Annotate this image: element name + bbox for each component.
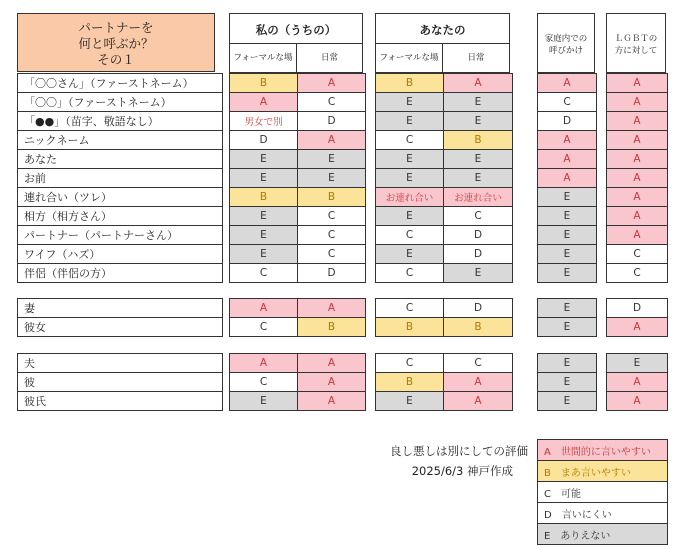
header-home-line-1: 家庭内での bbox=[544, 34, 588, 44]
row-label: 「●●」（苗字、敬語なし） bbox=[18, 112, 223, 131]
grade-cell: A bbox=[298, 373, 366, 392]
row-label: お前 bbox=[18, 169, 223, 188]
table-row bbox=[18, 392, 223, 411]
grade-cell: A bbox=[607, 188, 668, 207]
table-row bbox=[230, 264, 366, 283]
group-2-col-1 bbox=[229, 298, 366, 337]
group-1-col-3 bbox=[537, 73, 597, 283]
header-mine-formal: フォーマルな場 bbox=[229, 43, 297, 73]
group-1-col-1 bbox=[229, 73, 366, 283]
grade-cell: D bbox=[444, 299, 513, 318]
table-row bbox=[607, 354, 668, 373]
header-yours-label: あなたの bbox=[419, 23, 466, 37]
table-row bbox=[538, 74, 597, 93]
grade-cell: C bbox=[298, 226, 366, 245]
grade-cell: C bbox=[538, 93, 597, 112]
grade-cell: E bbox=[444, 264, 513, 283]
row-label: 彼 bbox=[18, 373, 223, 392]
table-row bbox=[18, 264, 223, 283]
legend bbox=[537, 439, 668, 545]
table-row bbox=[376, 264, 513, 283]
table-row bbox=[376, 74, 513, 93]
table-row bbox=[376, 354, 513, 373]
grade-cell: E bbox=[538, 245, 597, 264]
legend-e: E ありえない bbox=[538, 524, 668, 545]
grade-cell: E bbox=[538, 207, 597, 226]
grade-cell: E bbox=[376, 112, 444, 131]
group-3-col-2 bbox=[375, 353, 513, 411]
table-row bbox=[607, 318, 668, 337]
table-row bbox=[18, 169, 223, 188]
table-row bbox=[18, 226, 223, 245]
table-row bbox=[538, 131, 597, 150]
row-label: 「〇〇」（ファーストネーム） bbox=[18, 93, 223, 112]
table-row bbox=[607, 264, 668, 283]
grade-cell: E bbox=[538, 226, 597, 245]
table-row bbox=[376, 373, 513, 392]
table-row bbox=[230, 392, 366, 411]
grade-cell: C bbox=[376, 264, 444, 283]
grade-cell: A bbox=[298, 299, 366, 318]
grade-cell: C bbox=[230, 318, 298, 337]
grade-cell: B bbox=[444, 131, 513, 150]
grade-cell: A bbox=[538, 150, 597, 169]
table-row bbox=[230, 318, 366, 337]
grade-cell: A bbox=[230, 299, 298, 318]
grade-cell: E bbox=[230, 392, 298, 411]
table-row bbox=[376, 188, 513, 207]
grade-cell: A bbox=[230, 93, 298, 112]
table-row bbox=[230, 169, 366, 188]
table-row bbox=[376, 112, 513, 131]
grade-cell: B bbox=[444, 318, 513, 337]
row-label: 相方（相方さん） bbox=[18, 207, 223, 226]
grade-cell: A bbox=[444, 74, 513, 93]
grade-cell: D bbox=[538, 112, 597, 131]
grade-cell: A bbox=[298, 131, 366, 150]
table-row bbox=[538, 112, 597, 131]
table-row bbox=[230, 150, 366, 169]
grade-cell: E bbox=[298, 150, 366, 169]
table-row bbox=[376, 131, 513, 150]
grade-cell: D bbox=[298, 112, 366, 131]
group-3-col-4 bbox=[606, 353, 668, 411]
grade-cell: E bbox=[538, 299, 597, 318]
title-line-1: パートナーを bbox=[78, 20, 154, 35]
grade-cell: C bbox=[607, 245, 668, 264]
grade-cell: A bbox=[607, 392, 668, 411]
grade-cell: B bbox=[230, 188, 298, 207]
grade-cell: B bbox=[230, 74, 298, 93]
table-row bbox=[376, 226, 513, 245]
author-date: 2025/6/3 神戸作成 bbox=[411, 464, 513, 478]
grade-cell: C bbox=[230, 264, 298, 283]
title-line-3: その１ bbox=[97, 52, 135, 67]
legend-a: A 世間的に言いやすい bbox=[538, 440, 668, 461]
grade-cell: E bbox=[538, 354, 597, 373]
legend-b: B まあ言いやすい bbox=[538, 461, 668, 482]
table-row bbox=[538, 150, 597, 169]
table-row bbox=[230, 131, 366, 150]
grade-cell: E bbox=[538, 188, 597, 207]
header-lgbt-line-1: ＬＧＢＴの bbox=[614, 34, 658, 44]
legend-d: D 言いにくい bbox=[538, 503, 668, 524]
grade-cell: B bbox=[298, 318, 366, 337]
table-row bbox=[376, 299, 513, 318]
table-row bbox=[607, 299, 668, 318]
grade-cell: E bbox=[376, 392, 444, 411]
table-row bbox=[230, 112, 366, 131]
table-row bbox=[538, 245, 597, 264]
table-row bbox=[18, 93, 223, 112]
table-row bbox=[607, 373, 668, 392]
table-row bbox=[18, 207, 223, 226]
row-label: 連れ合い（ツレ） bbox=[18, 188, 223, 207]
grade-cell: C bbox=[376, 354, 444, 373]
table-row bbox=[607, 169, 668, 188]
group-1-col-4 bbox=[606, 73, 668, 283]
table-row bbox=[538, 318, 597, 337]
table-row bbox=[230, 226, 366, 245]
grade-cell: D bbox=[444, 226, 513, 245]
legend-row bbox=[538, 461, 668, 482]
header-home bbox=[537, 13, 595, 73]
group-2-col-4 bbox=[606, 298, 668, 337]
grade-cell: C bbox=[444, 207, 513, 226]
table-row bbox=[18, 354, 223, 373]
table-row bbox=[607, 112, 668, 131]
table-row bbox=[607, 392, 668, 411]
table-row bbox=[18, 299, 223, 318]
row-label: 伴侶（伴侶の方） bbox=[18, 264, 223, 283]
grade-cell: E bbox=[376, 93, 444, 112]
table-row bbox=[230, 245, 366, 264]
grade-cell: C bbox=[444, 354, 513, 373]
grade-cell: A bbox=[607, 93, 668, 112]
table-row bbox=[18, 131, 223, 150]
row-label: 妻 bbox=[18, 299, 223, 318]
legend-c: C 可能 bbox=[538, 482, 668, 503]
grade-cell: A bbox=[298, 74, 366, 93]
grade-cell: C bbox=[298, 245, 366, 264]
table-row bbox=[538, 169, 597, 188]
grade-cell: 男女で別 bbox=[230, 112, 298, 131]
grade-cell: E bbox=[607, 354, 668, 373]
table-row bbox=[538, 207, 597, 226]
grade-cell: A bbox=[298, 354, 366, 373]
grade-cell: D bbox=[298, 264, 366, 283]
grade-cell: A bbox=[444, 373, 513, 392]
grade-cell: B bbox=[376, 373, 444, 392]
group-1-col-0 bbox=[17, 73, 223, 283]
table-row bbox=[607, 188, 668, 207]
grade-cell: E bbox=[298, 169, 366, 188]
table-row bbox=[376, 318, 513, 337]
table-row bbox=[607, 93, 668, 112]
table-row bbox=[376, 207, 513, 226]
table-row bbox=[18, 373, 223, 392]
table-row bbox=[18, 245, 223, 264]
grade-cell: E bbox=[538, 373, 597, 392]
grade-cell: E bbox=[376, 150, 444, 169]
table-row bbox=[230, 354, 366, 373]
grade-cell: C bbox=[298, 207, 366, 226]
table-row bbox=[376, 93, 513, 112]
grade-cell: E bbox=[538, 392, 597, 411]
header-mine bbox=[229, 13, 363, 44]
table-row bbox=[230, 74, 366, 93]
header-yours bbox=[375, 13, 510, 44]
grade-cell: A bbox=[607, 74, 668, 93]
row-label: パートナー（パートナーさん） bbox=[18, 226, 223, 245]
table-row bbox=[18, 74, 223, 93]
grade-cell: A bbox=[538, 169, 597, 188]
grade-cell: E bbox=[444, 112, 513, 131]
table-row bbox=[230, 93, 366, 112]
grade-cell: E bbox=[376, 169, 444, 188]
header-yours-formal: フォーマルな場 bbox=[375, 43, 443, 73]
row-label: 夫 bbox=[18, 354, 223, 373]
table-row bbox=[607, 150, 668, 169]
grade-cell: E bbox=[444, 93, 513, 112]
grade-cell: A bbox=[607, 131, 668, 150]
row-label: あなた bbox=[18, 150, 223, 169]
grade-cell: A bbox=[607, 318, 668, 337]
table-row bbox=[538, 264, 597, 283]
grade-cell: A bbox=[444, 392, 513, 411]
table-row bbox=[230, 207, 366, 226]
header-yours-daily: 日常 bbox=[442, 43, 510, 73]
table-row bbox=[376, 169, 513, 188]
group-3-col-0 bbox=[17, 353, 223, 411]
table-row bbox=[538, 226, 597, 245]
grade-cell: C bbox=[376, 299, 444, 318]
group-2-col-3 bbox=[537, 298, 597, 337]
row-label: 彼氏 bbox=[18, 392, 223, 411]
grade-cell: お連れ合い bbox=[376, 188, 444, 207]
grade-cell: A bbox=[298, 392, 366, 411]
table-row bbox=[607, 131, 668, 150]
table-row bbox=[376, 150, 513, 169]
group-2-col-2 bbox=[375, 298, 513, 337]
header-lgbt bbox=[606, 13, 666, 73]
grade-cell: C bbox=[607, 264, 668, 283]
grade-cell: A bbox=[607, 207, 668, 226]
grade-cell: A bbox=[230, 354, 298, 373]
grade-cell: B bbox=[376, 74, 444, 93]
group-2-col-0 bbox=[17, 298, 223, 337]
evaluation-note: 良し悪しは別にしての評価 bbox=[390, 444, 528, 458]
row-label: 彼女 bbox=[18, 318, 223, 337]
grade-cell: お連れ合い bbox=[444, 188, 513, 207]
group-3-col-1 bbox=[229, 353, 366, 411]
grade-cell: E bbox=[376, 245, 444, 264]
header-home-line-2: 呼びかけ bbox=[548, 46, 583, 56]
grade-cell: E bbox=[230, 169, 298, 188]
grade-cell: A bbox=[607, 169, 668, 188]
legend-row bbox=[538, 503, 668, 524]
grade-cell: E bbox=[538, 264, 597, 283]
table-row bbox=[18, 318, 223, 337]
grade-cell: A bbox=[538, 131, 597, 150]
grade-cell: B bbox=[376, 318, 444, 337]
table-row bbox=[538, 392, 597, 411]
grade-cell: C bbox=[376, 131, 444, 150]
table-row bbox=[18, 112, 223, 131]
grade-cell: E bbox=[444, 150, 513, 169]
table-row bbox=[607, 207, 668, 226]
table-row bbox=[376, 392, 513, 411]
grade-cell: E bbox=[230, 150, 298, 169]
grade-cell: E bbox=[538, 318, 597, 337]
header-mine-daily: 日常 bbox=[296, 43, 363, 73]
grade-cell: C bbox=[298, 93, 366, 112]
row-label: 「〇〇さん」（ファーストネーム） bbox=[18, 74, 223, 93]
table-row bbox=[538, 354, 597, 373]
grade-cell: A bbox=[538, 74, 597, 93]
row-label: ワイフ（ハズ） bbox=[18, 245, 223, 264]
grade-cell: D bbox=[230, 131, 298, 150]
grade-cell: E bbox=[230, 207, 298, 226]
row-label: ニックネーム bbox=[18, 131, 223, 150]
title-line-2: 何と呼ぶか？ bbox=[78, 36, 154, 51]
legend-row bbox=[538, 482, 668, 503]
header-lgbt-line-2: 方に対して bbox=[614, 46, 658, 56]
group-1-col-2 bbox=[375, 73, 513, 283]
group-3-col-3 bbox=[537, 353, 597, 411]
table-row bbox=[18, 188, 223, 207]
legend-row bbox=[538, 524, 668, 545]
table-row bbox=[607, 226, 668, 245]
grade-cell: E bbox=[230, 245, 298, 264]
table-row bbox=[607, 245, 668, 264]
grade-cell: E bbox=[444, 169, 513, 188]
grade-cell: C bbox=[376, 226, 444, 245]
grade-cell: C bbox=[230, 373, 298, 392]
table-row bbox=[230, 373, 366, 392]
table-row bbox=[230, 299, 366, 318]
chart-title bbox=[17, 13, 215, 72]
grade-cell: A bbox=[607, 226, 668, 245]
table-row bbox=[607, 74, 668, 93]
table-row bbox=[376, 245, 513, 264]
grade-cell: A bbox=[607, 373, 668, 392]
grade-cell: E bbox=[230, 226, 298, 245]
table-row bbox=[18, 150, 223, 169]
table-row bbox=[538, 373, 597, 392]
table-row bbox=[538, 299, 597, 318]
table-row bbox=[230, 188, 366, 207]
header-mine-label: 私の（うちの） bbox=[255, 23, 337, 37]
grade-cell: A bbox=[607, 150, 668, 169]
grade-cell: B bbox=[298, 188, 366, 207]
legend-row bbox=[538, 440, 668, 461]
grade-cell: E bbox=[376, 207, 444, 226]
table-row bbox=[538, 93, 597, 112]
table-row bbox=[538, 188, 597, 207]
grade-cell: D bbox=[607, 299, 668, 318]
grade-cell: D bbox=[444, 245, 513, 264]
grade-cell: A bbox=[607, 112, 668, 131]
